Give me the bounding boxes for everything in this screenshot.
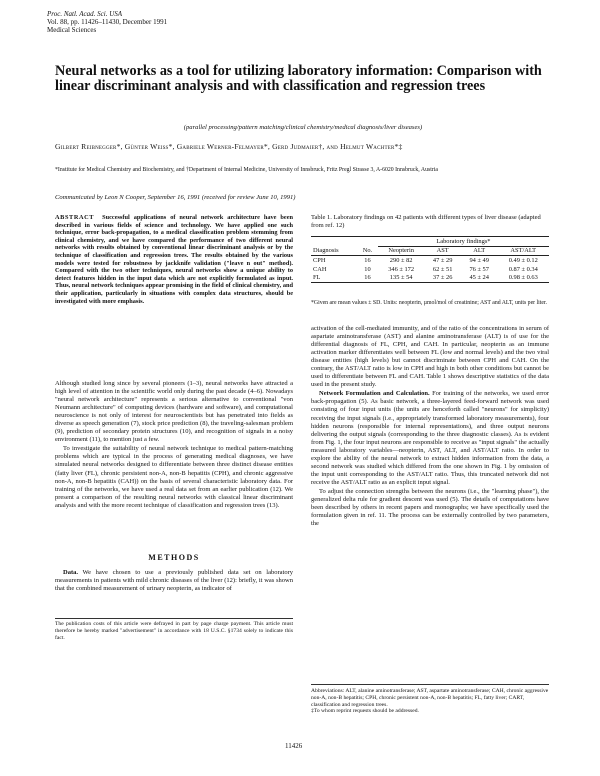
network-run-in-heading: Network Formulation and Calculation. xyxy=(319,390,430,398)
table-col-header: Diagnosis xyxy=(311,246,357,256)
left-column-methods xyxy=(55,569,293,593)
right-column-text xyxy=(311,325,549,528)
right-paragraph-2: For training of the networks, we used error back-propagation (5). As basic network, a three-layered feed-forward network was used consisting of four input units (the units are henceforth called "neurons" for simplicity) receiving the input signals (i.e., appropriately transformed laboratory measurements), four hidden neurons (responsible for internal representations), and three output neurons delivering the output signals (corresponding to the three diagnostic classes). As is evident from Fig. 1, the four input neurons are responsible to receive as "input signals" the actually measured laboratory variables—neopterin, AST, ALT, and AST/ALT ratio. In order to explore the ability of the neural network to extract hidden information from the data, a second network was studied which differed from the one shown in Fig. 1 by omission of the input unit corresponding to the AST/ALT ratio. Thus, this truncated network did not receive the AST/ALT ratio as an explicit input signal. xyxy=(311,390,550,486)
journal-volume: Vol. 88, pp. 11426–11430, December 1991 xyxy=(47,18,168,26)
table-row xyxy=(311,256,549,265)
intro-paragraph-1: Although studied long since by several pioneers (1–3), neural networks have attracted a high level of attention in the scientific world only during the past decade (4–6). Nowadays "neural network architecture" represents a serious alternative to conventional "von Neumann architecture" of computing devices (hardware and software), and computational neuroscience is not only of interest for neuroscientists but has penetrated into fields as diverse as speech generation (7), stock price prediction (8), the traveling-salesman problem (9), prediction of secondary protein structures (10), and recognition of signals in a noisy environment (11), to mention just a few. xyxy=(55,380,293,444)
paper-title: Neural networks as a tool for utilizing laboratory information: Comparison with linear discriminant analysis and with classification and regression trees xyxy=(55,63,542,94)
table-cell: 16 xyxy=(364,256,371,264)
table-cell: FL xyxy=(311,273,357,282)
table-col-header: AST xyxy=(424,246,461,256)
footnote-rule xyxy=(55,618,293,619)
table-cell: 16 xyxy=(357,273,378,282)
table-footnote: *Given are mean values ± SD. Units: neopterin, µmol/mol of creatinine; AST and ALT, units per liter. xyxy=(311,300,547,306)
table-cell: 62 ± 51 xyxy=(432,265,453,273)
data-run-in-heading: Data. xyxy=(63,569,78,576)
table-cell: 10 xyxy=(364,265,371,273)
abbreviations: Abbreviations: ALT, alanine aminotransferase; AST, aspartate aminotransferase; CAH, chronic aggressive non-A, non-B hepatitis; CPH, chronic persistent non-A, non-B hepatitis; FL, fatty liver; CART, classification and regression trees. xyxy=(311,688,549,708)
abstract xyxy=(55,214,293,305)
journal-header xyxy=(47,10,167,34)
table-cell: 76 ± 57 xyxy=(469,265,489,273)
abstract-text: Successful applications of neural network architecture have been described in various fields of science and technology. We have applied one such technique, error back-propagation, to a medical classification problem stemming from clinical chemistry, and we have compared the performance of two different neural networks with results obtained by conventional linear discriminant analysis or by the technique of classification and regression trees. The results obtained by the various models were tested for robustness by jackknife validation ("leave n out" method). Compared with the two other techniques, neural networks show a unique ability to detect features hidden in the input data which are not explicitly formulated as input. Thus, neural network techniques appear promising in the field of clinical chemistry, and their application, particularly in situations with complex data structures, should be investigated with more emphasis. xyxy=(55,214,293,305)
left-column-intro xyxy=(55,380,293,510)
table-cell: 0.49 ± 0.12 xyxy=(508,256,538,264)
table-col-header: Neopterin xyxy=(378,246,424,256)
table-cell: 0.98 ± 0.63 xyxy=(497,273,549,282)
keywords: (parallel processing/pattern matching/clinical chemistry/medical diagnosis/liver diseases) xyxy=(183,124,423,131)
table-cell: 135 ± 54 xyxy=(378,273,424,282)
reprint-note: ‡To whom reprint requests should be addressed. xyxy=(311,708,419,715)
table-cell: 346 ± 172 xyxy=(388,265,415,273)
table-cell: 45 ± 24 xyxy=(461,273,498,282)
laboratory-table xyxy=(311,236,549,283)
abstract-label: ABSTRACT xyxy=(55,214,95,221)
table-cell: 94 ± 49 xyxy=(469,256,489,264)
table-cell: 37 ± 26 xyxy=(424,273,461,282)
data-paragraph: We have chosen to use a previously published data set on laboratory measurements in patients with mild chronic diseases of the liver (12): briefly, it was shown that the combined measurement of urinary neopterin, as indicator of xyxy=(55,569,293,593)
table-cell: 47 ± 29 xyxy=(432,256,453,264)
right-paragraph-1: activation of the cell-mediated immunity, and of the ratio of the concentrations in serum of aspartate aminotransferase (AST) and alanine aminotransferase (ALT) is of use for the differential diagnosis of FL, CPH, and CAH. In particular, neopterin as an immune activation marker differentiates well between FL (low and normal levels) and the two viral disease entities (high levels) but cannot discriminate between CPH and CAH. On the contrary, the AST/ALT ratio is low in CPH and high in both other conditions but cannot be used to differentiate between FL and CAH. Table 1 shows descriptive statistics of the data used in the present study. xyxy=(311,325,549,389)
intro-paragraph-2: To investigate the suitability of neural network technique to medical pattern-matching problems which are typical in the process of generating medical diagnoses, we have simulated neural networks designed to differentiate between three distinct disease entities (fatty liver (FL), chronic persistent non-A, non-B hepatitis (CPH), and chronic aggressive non-A, non-B hepatitis (CAH)) on the basis of several characteristic laboratory data. For training of the networks, we have used a real data set from an earlier publication (12). We present a comparison of the resulting neural networks with classical linear discriminant analysis and with the more recent technique of classification and regression trees (13). xyxy=(55,445,293,509)
table-cell: 290 ± 82 xyxy=(389,256,413,264)
table-cell: CPH xyxy=(313,256,326,264)
publication-footnote: The publication costs of this article were defrayed in part by page charge payment. This article must therefore be hereby marked "advertisement" in accordance with 18 U.S.C. §1734 solely to indicate this fact. xyxy=(55,621,293,641)
table-row xyxy=(311,265,549,274)
right-paragraph-3: To adjust the connection strengths between the neurons (i.e., the "learning phase"), the generalized delta rule for gradient descent was used (5). The details of computations have been described by others in recent papers and monographs; we have specifically used the formulation given in ref. 11. The process can be externally controlled by two parameters, the xyxy=(311,487,549,528)
table-group-header: Laboratory findings* xyxy=(378,237,549,247)
table-cell: CAH xyxy=(313,265,327,273)
table-header-row xyxy=(311,246,549,256)
affiliation: *Institute for Medical Chemistry and Biochemistry, and †Department of Internal Medicine, University of Innsbruck, Fritz Pregl Strasse 3, A-6020 Innsbruck, Austria xyxy=(55,167,438,173)
table-caption: Table 1. Laboratory findings on 42 patients with different types of liver disease (adapted from ref. 12) xyxy=(311,214,541,229)
table-col-header: AST/ALT xyxy=(497,246,549,256)
table-col-header: ALT xyxy=(461,246,498,256)
table-row xyxy=(311,273,549,282)
page-number: 11426 xyxy=(285,742,303,750)
journal-name: Proc. Natl. Acad. Sci. USA xyxy=(47,10,123,18)
table-cell: 0.87 ± 0.34 xyxy=(508,265,538,273)
abbreviations-footnote xyxy=(311,684,549,715)
authors: Gilbert Reibnegger*, Günter Weiss*, Gabriele Werner-Felmayer*, Gerd Judmaier†, and Helmut Wachter*‡ xyxy=(55,142,403,151)
journal-section: Medical Sciences xyxy=(47,26,97,34)
communicated-by: Communicated by Leon N Cooper, September 16, 1991 (received for review June 10, 1991) xyxy=(55,194,296,201)
methods-heading: METHODS xyxy=(148,553,200,562)
table-col-header: No. xyxy=(357,246,378,256)
